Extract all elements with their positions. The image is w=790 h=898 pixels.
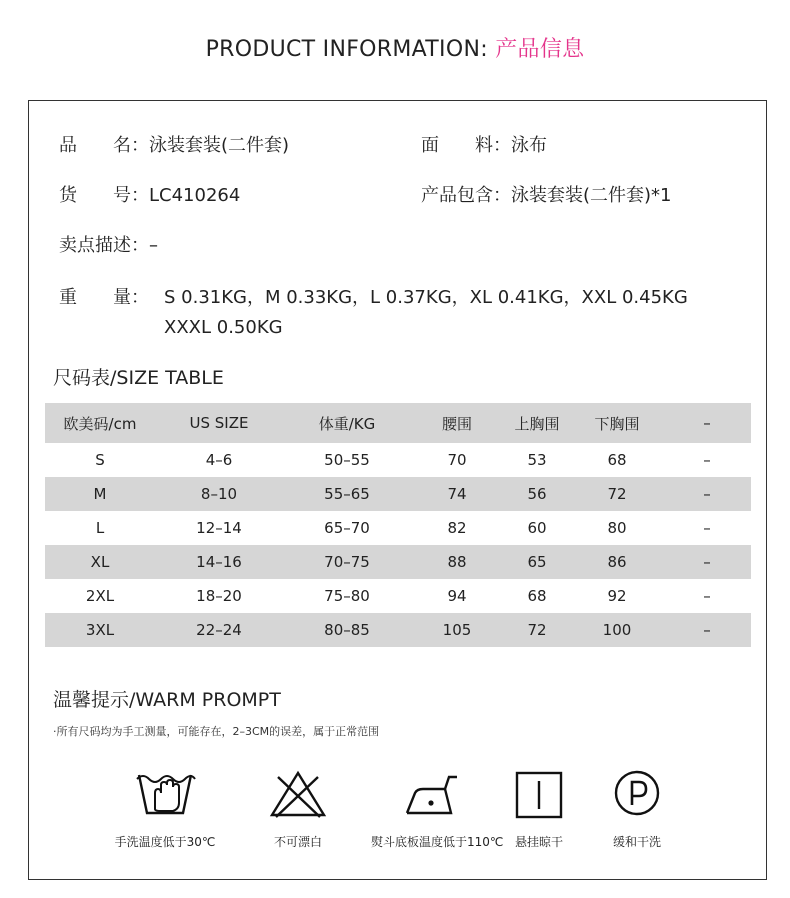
weight-row (59, 283, 688, 309)
table-cell: 105 (442, 621, 472, 639)
table-cell: 75–80 (324, 587, 370, 605)
table-cell: 100 (602, 621, 632, 639)
column-header: – (703, 414, 711, 432)
weight-line1: S 0.31KG，M 0.33KG，L 0.37KG，XL 0.41KG，XXL 0.45KG (164, 287, 688, 308)
table-row (45, 545, 751, 579)
sku-value: LC410264 (149, 185, 241, 206)
name-label: 品 名： (59, 135, 149, 156)
care-item-dry-clean (577, 769, 697, 850)
table-cell: – (703, 451, 711, 469)
size-table-title: 尺码表/SIZE TABLE (53, 367, 224, 389)
table-header-row (45, 403, 751, 443)
table-cell: 55–65 (324, 485, 370, 503)
table-cell: 53 (527, 451, 547, 469)
table-cell: 60 (527, 519, 547, 537)
column-header: 腰围 (441, 414, 472, 433)
table-cell: 70–75 (324, 553, 370, 571)
table-cell: L (95, 519, 105, 537)
iron-icon (399, 769, 463, 821)
table-cell: 12–14 (196, 519, 242, 537)
table-row (45, 511, 751, 545)
care-label: 缓和干洗 (612, 835, 661, 849)
table-cell: 18–20 (196, 587, 242, 605)
selling-row (59, 231, 158, 257)
hand-wash-icon (133, 769, 197, 821)
table-cell: 3XL (85, 621, 115, 639)
table-cell: 14–16 (196, 553, 242, 571)
table-cell: – (703, 553, 711, 571)
table-cell: 70 (447, 451, 467, 469)
table-cell: – (703, 587, 711, 605)
care-label: 手洗温度低于30℃ (114, 835, 216, 849)
column-header: 上胸围 (514, 414, 560, 433)
warm-prompt-title: 温馨提示/WARM PROMPT (53, 689, 281, 711)
table-cell: 74 (447, 485, 467, 503)
column-header: US SIZE (189, 414, 249, 432)
table-cell: – (703, 485, 711, 503)
care-item-no-bleach (238, 769, 358, 850)
table-cell: 88 (447, 553, 467, 571)
table-cell: 72 (607, 485, 627, 503)
table-cell: 68 (527, 587, 547, 605)
table-cell: 94 (447, 587, 467, 605)
table-cell: 4–6 (205, 451, 233, 469)
table-cell: S (95, 451, 105, 469)
table-row (45, 443, 751, 477)
package-row (421, 181, 672, 207)
table-cell: 65 (527, 553, 547, 571)
product-info-panel (28, 100, 767, 880)
table-cell: 56 (527, 485, 547, 503)
title-en: PRODUCT INFORMATION: (205, 37, 496, 62)
table-cell: M (93, 485, 107, 503)
measurement-note: ·所有尺码均为手工测量，可能存在，2–3CM的误差，属于正常范围 (53, 725, 380, 738)
table-cell: – (703, 621, 711, 639)
table-cell: 2XL (85, 587, 115, 605)
package-value: 泳装套装(二件套)*1 (511, 185, 672, 206)
table-cell: 86 (607, 553, 627, 571)
size-table (45, 403, 751, 647)
table-cell: 50–55 (324, 451, 370, 469)
sku-label: 货 号： (59, 185, 149, 206)
table-cell: XL (90, 553, 110, 571)
table-row (45, 579, 751, 613)
table-cell: 80–85 (324, 621, 370, 639)
package-label: 产品包含： (421, 185, 511, 206)
care-item-iron (371, 769, 504, 850)
table-cell: 82 (447, 519, 467, 537)
care-label: 熨斗底板温度低于110℃ (371, 835, 504, 849)
table-cell: 80 (607, 519, 627, 537)
weight-line2: XXXL 0.50KG (164, 317, 283, 338)
name-value: 泳装套装(二件套) (149, 135, 290, 156)
selling-value: – (149, 235, 158, 256)
weight-row-2 (164, 317, 283, 338)
name-row (59, 131, 289, 157)
table-cell: 92 (607, 587, 627, 605)
table-cell: 8–10 (200, 485, 238, 503)
hang-dry-icon (507, 769, 571, 821)
care-item-hand-wash (105, 769, 225, 850)
care-label: 悬挂晾干 (514, 835, 563, 849)
material-label: 面 料： (421, 135, 511, 156)
table-row (45, 613, 751, 647)
selling-label: 卖点描述： (59, 235, 149, 256)
column-header: 下胸围 (594, 414, 640, 433)
care-label: 不可漂白 (273, 835, 322, 849)
material-row (421, 131, 547, 157)
table-row (45, 477, 751, 511)
no-bleach-icon (266, 769, 330, 821)
title-cn: 产品信息 (495, 37, 585, 62)
weight-label: 重 量： (59, 287, 149, 308)
column-header: 体重/KG (318, 414, 376, 433)
column-header: 欧美码/cm (63, 414, 137, 433)
dry-clean-icon (605, 769, 669, 821)
sku-row (59, 181, 240, 207)
table-cell: 68 (607, 451, 627, 469)
material-value: 泳布 (511, 135, 547, 156)
table-cell: 22–24 (196, 621, 242, 639)
page-title (0, 32, 790, 63)
table-cell: 65–70 (324, 519, 370, 537)
table-cell: 72 (527, 621, 547, 639)
table-cell: – (703, 519, 711, 537)
